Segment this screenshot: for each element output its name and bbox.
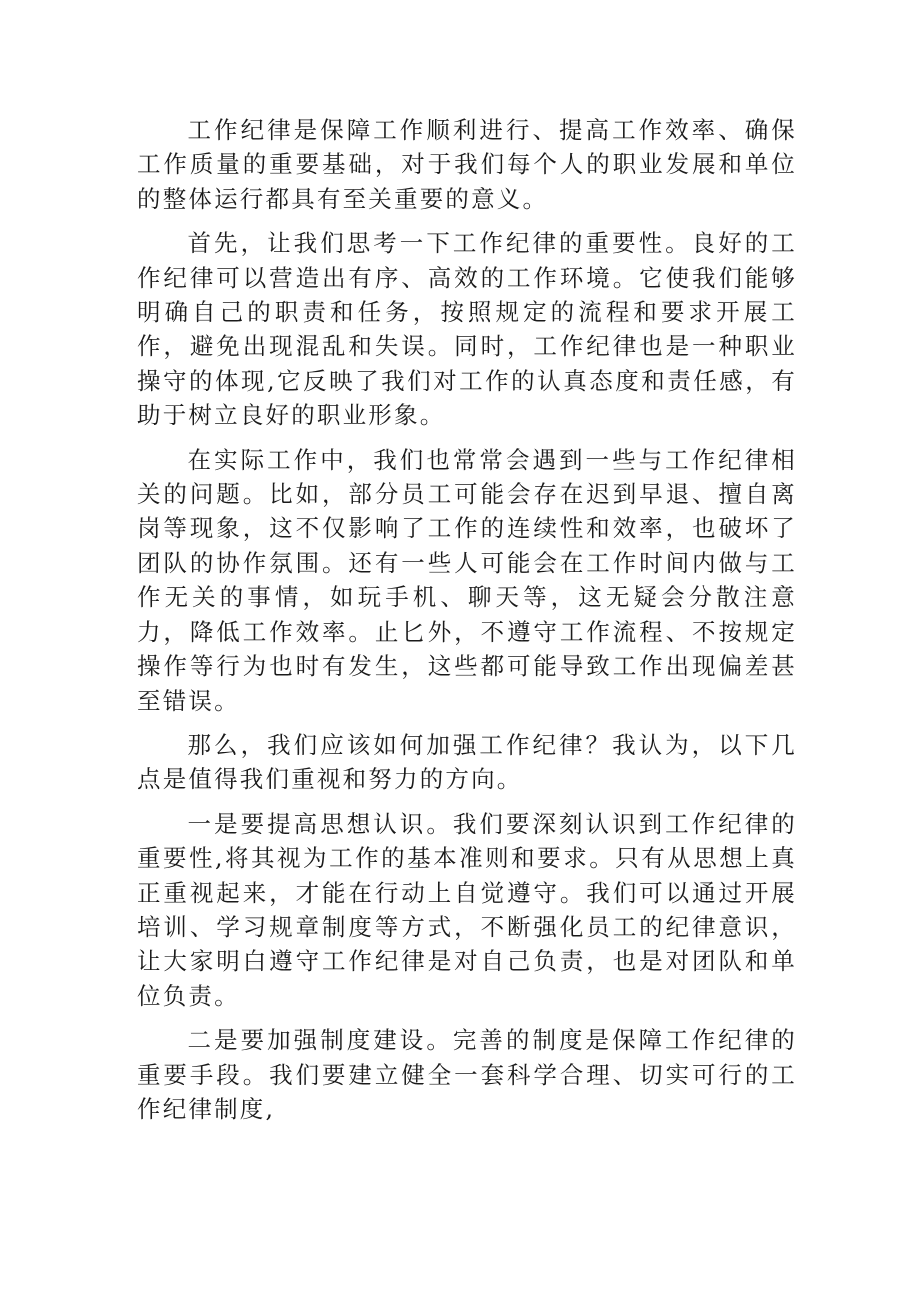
paragraph-how-to: 那么，我们应该如何加强工作纪律？我认为，以下几点是值得我们重视和努力的方向。 bbox=[137, 730, 797, 794]
paragraph-intro: 工作纪律是保障工作顺利进行、提高工作效率、确保工作质量的重要基础，对于我们每个人的职业发展和单位的整体运行都具有至关重要的意义。 bbox=[137, 116, 797, 213]
paragraph-problems: 在实际工作中，我们也常常会遇到一些与工作纪律相关的问题。比如，部分员工可能会存在迟到早退、擅自离岗等现象，这不仅影响了工作的连续性和效率，也破坏了团队的协作氛围。还有一些人可能会在工作时间内做与工作无关的事情，如玩手机、聊天等，这无疑会分散注意力，降低工作效率。止匕外，不遵守工作流程、不按规定操作等行为也时有发生，这些都可能导致工作出现偏差甚至错误。 bbox=[137, 445, 797, 715]
paragraph-point-one: 一是要提高思想认识。我们要深刻认识到工作纪律的重要性,将其视为工作的基本准则和要求。只有从思想上真正重视起来，才能在行动上自觉遵守。我们可以通过开展培训、学习规章制度等方式，不断强化员工的纪律意识，让大家明白遵守工作纪律是对自己负责，也是对团队和单位负责。 bbox=[137, 809, 797, 1010]
paragraph-point-two: 二是要加强制度建设。完善的制度是保障工作纪律的重要手段。我们要建立健全一套科学合理、切实可行的工作纪律制度, bbox=[137, 1026, 797, 1123]
paragraph-importance: 首先，让我们思考一下工作纪律的重要性。良好的工作纪律可以营造出有序、高效的工作环境。它使我们能够明确自己的职责和任务，按照规定的流程和要求开展工作，避免出现混乱和失误。同时，工作纪律也是一种职业操守的体现,它反映了我们对工作的认真态度和责任感，有助于树立良好的职业形象。 bbox=[137, 229, 797, 430]
document-body bbox=[137, 113, 797, 1136]
